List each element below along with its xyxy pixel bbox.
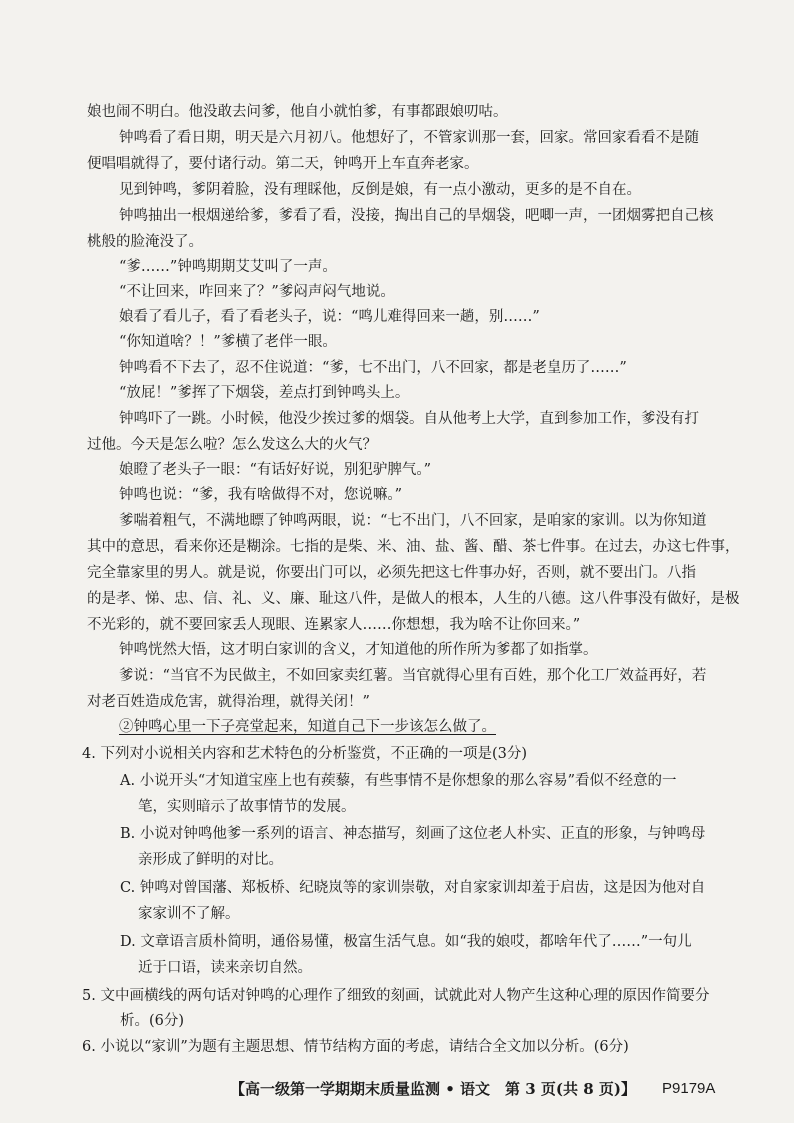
text-line: 钟鸣看不下去了，忍不住说道：“爹，七不出门，八不回家，都是老皇历了……” <box>119 360 627 376</box>
text-line: 娘瞪了老头子一眼：“有话好好说，别犯驴脾气。” <box>119 462 432 478</box>
option-d: D. 文章语言质朴简明，通俗易懂，极富生活气息。如“我的娘哎，都啥年代了……”一句儿 <box>120 934 692 950</box>
text-line: 爹喘着粗气，不满地瞟了钟鸣两眼，说：“七不出门，八不回家，是咱家的家训。以为你知道 <box>119 513 707 529</box>
text-line: 对老百姓造成危害，就得治理，就得关闭！” <box>87 694 370 710</box>
question-6: 6. 小说以“家训”为题有主题思想、情节结构方面的考虑，请结合全文加以分析。(6分) <box>82 1039 629 1055</box>
underlined-sentence <box>0 716 794 738</box>
text-line: 见到钟鸣，爹阴着脸，没有理睬他，反倒是娘，有一点小激动，更多的是不自在。 <box>119 182 641 198</box>
text-line: 桃般的脸淹没了。 <box>87 234 203 250</box>
text-line: 的是孝、悌、忠、信、礼、义、廉、耻这八件，是做人的根本，人生的八德。这八件事没有做好，是极 <box>87 591 740 607</box>
question-5-cont: 析。(6分) <box>120 1013 185 1029</box>
text-line: “放屁！”爹挥了下烟袋，差点打到钟鸣头上。 <box>119 385 410 401</box>
option-a: A. 小说开头“才知道宝座上也有蒺藜，有些事情不是你想象的那么容易”看似不经意的一 <box>120 773 677 789</box>
question-4: 4. 下列对小说相关内容和艺术特色的分析鉴赏，不正确的一项是(3分) <box>82 746 527 762</box>
text-line: 钟鸣恍然大悟，这才明白家训的含义，才知道他的所作所为爹都了如指掌。 <box>119 642 598 658</box>
text-line: 不光彩的，就不要回家丢人现眼、连累家人……你想想，我为啥不让你回来。” <box>87 617 581 633</box>
text-line: 爹说：“当官不为民做主，不如回家卖红薯。当官就得心里有百姓，那个化工厂效益再好，若 <box>119 668 707 684</box>
underline-text: ②钟鸣心里一下子亮堂起来，知道自己下一步该怎么做了。 <box>119 719 496 735</box>
text-line: 完全靠家里的男人。就是说，你要出门可以，必须先把这七件事办好，否则，就不要出门。八指 <box>87 565 696 581</box>
option-a-cont: 笔，实则暗示了故事情节的发展。 <box>138 799 356 815</box>
text-line: 其中的意思，看来你还是糊涂。七指的是柴、米、油、盐、酱、醋、茶七件事。在过去，办这七件事， <box>87 539 740 555</box>
option-c-cont: 家家训不了解。 <box>138 906 240 922</box>
option-d-cont: 近于口语，读来亲切自然。 <box>138 960 312 976</box>
text-line: 娘也闹不明白。他没敢去问爹，他自小就怕爹，有事都跟娘叨咕。 <box>87 104 508 120</box>
text-line: “爹……”钟鸣期期艾艾叫了一声。 <box>119 259 337 275</box>
option-c: C. 钟鸣对曾国藩、郑板桥、纪晓岚等的家训崇敬，对自家家训却羞于启齿，这是因为他对自 <box>120 880 706 896</box>
option-b-cont: 亲形成了鲜明的对比。 <box>138 852 283 868</box>
question-5: 5. 文中画横线的两句话对钟鸣的心理作了细致的刻画，试就此对人物产生这种心理的原因作简要分 <box>82 988 710 1004</box>
text-line: 娘看了看儿子，看了看老头子，说：“鸣儿难得回来一趟，别……” <box>119 309 540 325</box>
text-line: 便唱唱就得了，要付诸行动。第二天，钟鸣开上车直奔老家。 <box>87 156 479 172</box>
text-line: 过他。今天是怎么啦？怎么发这么大的火气？ <box>87 437 377 453</box>
text-line: 钟鸣吓了一跳。小时候，他没少挨过爹的烟袋。自从他考上大学，直到参加工作，爹没有打 <box>119 411 699 427</box>
text-line: 钟鸣看了看日期，明天是六月初八。他想好了，不管家训那一套，回家。常回家看看不是随 <box>119 130 699 146</box>
text-line: “不让回来，咋回来了？”爹闷声闷气地说。 <box>119 284 395 300</box>
exam-info: 【高一级第一学期期末质量监测 • 语文 第 3 页(共 8 页)】 <box>230 1080 636 1098</box>
text-line: 钟鸣抽出一根烟递给爹，爹看了看，没接，掏出自己的旱烟袋，吧唧一声，一团烟雾把自己核 <box>119 208 714 224</box>
option-b: B. 小说对钟鸣他爹一系列的语言、神态描写，刻画了这位老人朴实、正直的形象，与钟鸣母 <box>120 826 706 842</box>
text-line: 钟鸣也说：“爹，我有啥做得不对，您说嘛。” <box>119 487 403 503</box>
text-line: “你知道啥？！”爹横了老伴一眼。 <box>119 334 337 350</box>
paper-code: P9179A <box>662 1080 716 1097</box>
